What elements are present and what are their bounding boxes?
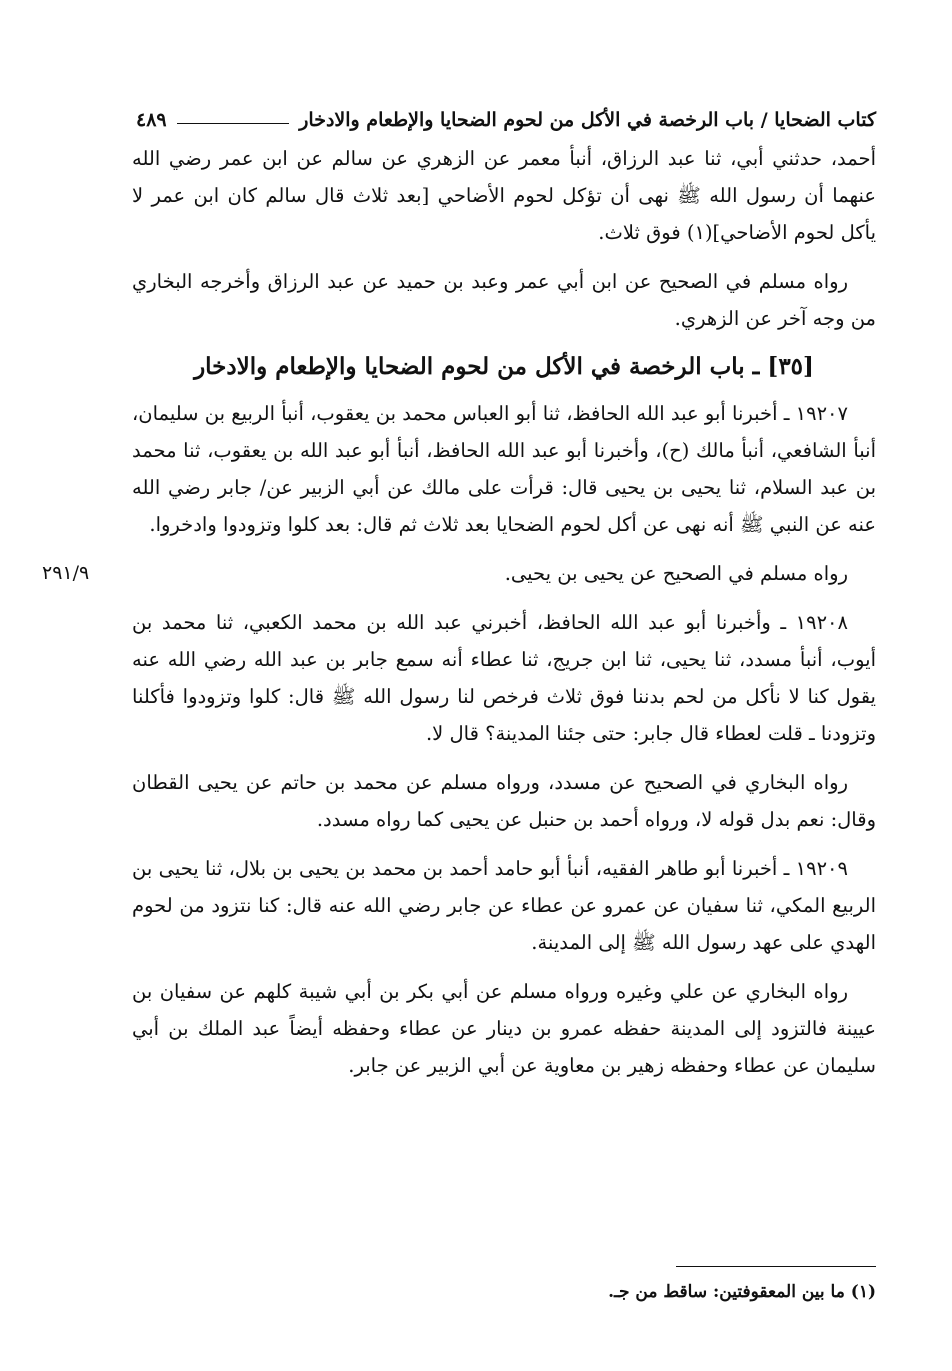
running-title: كتاب الضحايا / باب الرخصة في الأكل من لحوم الضحايا والإطعام والادخار <box>299 109 876 131</box>
paragraph-4: رواه مسلم في الصحيح عن يحيى بن يحيى. <box>504 562 848 585</box>
paragraph-6: رواه البخاري في الصحيح عن مسدد، ورواه مسلم عن محمد بن حاتم عن يحيى القطان وقال: نعم بدل قوله لا، ورواه أحمد بن حنبل عن يحيى كما رواه مسدد. <box>132 771 876 831</box>
marginal-reference: ٢٩١/٩ <box>42 562 90 584</box>
hadith-19208: ١٩٢٠٨ ـ وأخبرنا أبو عبد الله الحافظ، أخبرني عبد الله بن محمد الكعبي، ثنا محمد بن أيوب، أنبأ مسدد، ثنا يحيى، ثنا ابن جريج، ثنا عطاء أنه سمع جابر بن عبد الله رضي الله عنه يقول كنا لا نأكل من لحم بدننا فوق ثلاث فرخص لنا رسول الله ﷺ قال: كلوا وتزودوا فأكلنا وتزودنا ـ قلت لعطاء قال جابر: حتى جئنا المدينة؟ قال لا. <box>132 611 876 745</box>
hadith-19207: ١٩٢٠٧ ـ أخبرنا أبو عبد الله الحافظ، ثنا أبو العباس محمد بن يعقوب، أنبأ الربيع بن سليمان، أنبأ الشافعي، أنبأ مالك (ح)، وأخبرنا أبو عبد الله الحافظ، أنبأ أبو عبد الله بن يعقوب، ثنا محمد بن عبد السلام، ثنا يحيى بن يحيى قال: قرأت على مالك عن أبي الزبير عن/ جابر رضي الله عنه عن النبي ﷺ أنه نهى عن أكل لحوم الضحايا بعد ثلاث ثم قال: بعد كلوا وتزودوا وادخروا. <box>132 402 876 536</box>
running-header <box>132 100 876 140</box>
paragraph-1: أحمد، حدثني أبي، ثنا عبد الرزاق، أنبأ معمر عن الزهري عن سالم عن ابن عمر رضي الله عنهما أن رسول الله ﷺ نهى أن تؤكل لحوم الأضاحي [بعد ثلاث قال سالم كان ابن عمر لا يأكل لحوم الأضاحي](١) فوق ثلاث. <box>132 147 876 244</box>
hadith-19209: ١٩٢٠٩ ـ أخبرنا أبو طاهر الفقيه، أنبأ أبو حامد أحمد بن محمد بن يحيى بن بلال، ثنا يحيى بن الربيع المكي، ثنا سفيان عن عمرو عن عطاء عن جابر رضي الله عنه قال: كنا نتزود من لحوم الهدي على عهد رسول الله ﷺ إلى المدينة. <box>132 857 876 954</box>
header-rule <box>177 123 290 124</box>
footnote-rule <box>676 1266 876 1267</box>
paragraph-8: رواه البخاري عن علي وغيره ورواه مسلم عن أبي بكر بن أبي شيبة كلهم عن سفيان بن عيينة فالتزود إلى المدينة حفظه عمرو بن دينار عن عطاء وحفظه أيضاً عبد الملك بن أبي سليمان عن عطاء وحفظه زهير بن معاوية عن أبي الزبير عن جابر. <box>132 980 876 1077</box>
paragraph-2: رواه مسلم في الصحيح عن ابن أبي عمر وعبد بن حميد عن عبد الرزاق وأخرجه البخاري من وجه آخر عن الزهري. <box>132 270 876 330</box>
page-number: ٤٨٩ <box>136 109 167 131</box>
page-body <box>132 100 876 1300</box>
chapter-heading: [٣٥] ـ باب الرخصة في الأكل من لحوم الضحايا والإطعام والادخار <box>194 353 814 380</box>
footnote: (١) ما بين المعقوفتين: ساقط من جـ. <box>608 1282 876 1302</box>
